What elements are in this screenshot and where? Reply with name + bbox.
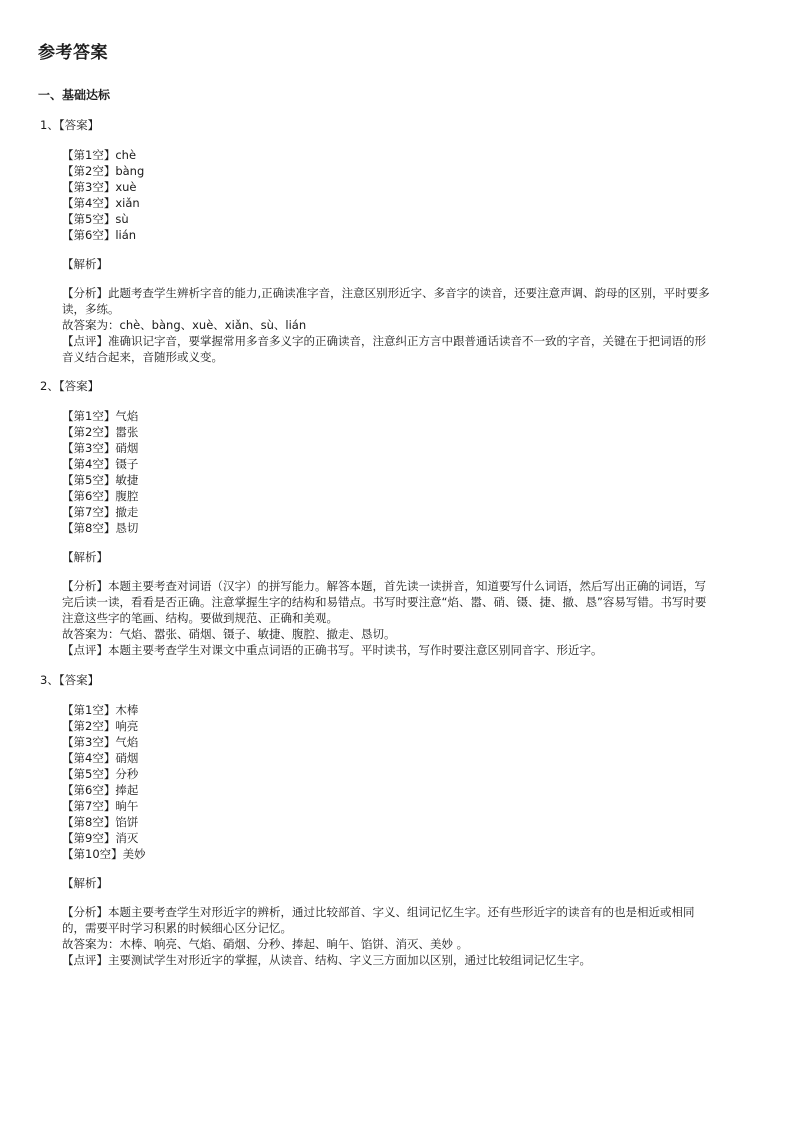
blank-value: sù <box>115 212 129 226</box>
comment-text: 【点评】本题主要考查学生对课文中重点词语的正确书写。平时读书，写作时要注意区别同音字、形近字。 <box>62 643 603 657</box>
answer-summary: 故答案为：气焰、嚣张、硝烟、镊子、敏捷、腹腔、撤走、恳切。 <box>62 627 396 641</box>
blank-item <box>62 766 720 782</box>
blank-item <box>62 782 720 798</box>
blank-item <box>62 702 720 718</box>
blank-item <box>62 456 720 472</box>
blank-label: 【第4空】 <box>62 196 116 210</box>
blank-value: xiǎn <box>115 196 140 210</box>
blank-label: 【第5空】 <box>62 767 116 781</box>
question-2 <box>40 376 720 658</box>
question-header <box>40 115 720 135</box>
analysis-text: 【分析】此题考查学生辨析字音的能力,正确读准字音，注意区别形近字、多音字的读音，还要注意声调、韵母的区别，平时要多读，多练。 <box>62 286 710 316</box>
blank-item <box>62 424 720 440</box>
blank-value: 硝烟 <box>115 751 139 765</box>
blank-label: 【第8空】 <box>62 815 116 829</box>
blank-value: 木棒 <box>115 703 139 717</box>
blank-item <box>62 814 720 830</box>
blank-value: 晌午 <box>115 799 139 813</box>
blank-item <box>62 734 720 750</box>
question-number: 2、 <box>40 379 59 393</box>
blank-item <box>62 179 720 195</box>
blank-value: 硝烟 <box>115 441 139 455</box>
blank-label: 【第7空】 <box>62 505 116 519</box>
question-1 <box>40 115 720 365</box>
blank-item <box>62 846 720 862</box>
blank-label: 【第3空】 <box>62 735 116 749</box>
question-3 <box>40 670 720 968</box>
comment-text: 【点评】准确识记字音，要掌握常用多音多义字的正确读音，注意纠正方言中跟普通话读音不一致的字音，关键在于把词语的形音义结合起来，音随形或义变。 <box>62 334 706 364</box>
blank-label: 【第4空】 <box>62 457 116 471</box>
blank-item <box>62 718 720 734</box>
blank-value: 美妙 <box>122 847 146 861</box>
blank-item <box>62 750 720 766</box>
page-title: 参考答案 <box>38 43 108 63</box>
blank-value: 响亮 <box>115 719 139 733</box>
blank-label: 【第6空】 <box>62 489 116 503</box>
explanation-label: 【解析】 <box>62 876 108 890</box>
blank-value: 镊子 <box>115 457 139 471</box>
blank-label: 【第5空】 <box>62 473 116 487</box>
blank-value: 气焰 <box>115 409 139 423</box>
explanation-body <box>62 578 710 658</box>
explanation-body <box>62 904 710 968</box>
blank-value: chè <box>115 148 137 162</box>
blank-value: 敏捷 <box>115 473 139 487</box>
blank-item <box>62 408 720 424</box>
analysis-text: 【分析】本题主要考查对词语（汉字）的拼写能力。解答本题，首先读一读拼音，知道要写什么词语，然后写出正确的词语，写完后读一读，看看是否正确。注意掌握生字的结构和易错点。书写时要注意“焰、嚣、硝、镊、捷、撤、恳”容易写错。书写时要注意这些字的笔画、结构。要做到规范、正确和美观。 <box>62 579 707 625</box>
blank-item <box>62 440 720 456</box>
blank-label: 【第3空】 <box>62 180 116 194</box>
blank-label: 【第1空】 <box>62 703 116 717</box>
blank-value: 嚣张 <box>115 425 139 439</box>
blank-label: 【第2空】 <box>62 425 116 439</box>
answer-label: 【答案】 <box>58 673 100 687</box>
blank-item <box>62 520 720 536</box>
blank-label: 【第8空】 <box>62 521 116 535</box>
explanation-body <box>62 285 710 365</box>
explanation-label: 【解析】 <box>62 257 108 271</box>
answer-summary: 故答案为：木棒、响亮、气焰、硝烟、分秒、捧起、晌午、馅饼、消灭、美妙 。 <box>62 937 469 951</box>
analysis-text: 【分析】本题主要考查学生对形近字的辨析，通过比较部首、字义、组词记忆生字。还有些形近字的读音有的也是相近或相同的，需要平时学习积累的时候细心区分记忆。 <box>62 905 695 935</box>
blank-item <box>62 830 720 846</box>
blank-label: 【第5空】 <box>62 212 116 226</box>
answer-label: 【答案】 <box>58 118 100 132</box>
question-number: 1、 <box>40 118 59 132</box>
blank-list <box>62 408 720 536</box>
blank-item <box>62 227 720 243</box>
blank-value: 撤走 <box>115 505 139 519</box>
blank-value: 气焰 <box>115 735 139 749</box>
blank-label: 【第6空】 <box>62 783 116 797</box>
blank-label: 【第9空】 <box>62 831 116 845</box>
section-heading: 一、基础达标 <box>38 88 111 102</box>
blank-value: 恳切 <box>115 521 139 535</box>
blank-item <box>62 798 720 814</box>
answer-label: 【答案】 <box>58 379 100 393</box>
question-header <box>40 376 720 396</box>
blank-value: 分秒 <box>115 767 139 781</box>
blank-value: xuè <box>115 180 137 194</box>
blank-list <box>62 147 720 243</box>
blank-value: bàng <box>115 164 145 178</box>
blank-list <box>62 702 720 862</box>
blank-item <box>62 472 720 488</box>
blank-label: 【第6空】 <box>62 228 116 242</box>
blank-value: 馅饼 <box>115 815 139 829</box>
question-number: 3、 <box>40 673 59 687</box>
blank-item <box>62 211 720 227</box>
blank-value: 腹腔 <box>115 489 139 503</box>
blank-label: 【第10空】 <box>62 847 123 861</box>
blank-item <box>62 147 720 163</box>
comment-text: 【点评】主要测试学生对形近字的掌握，从读音、结构、字义三方面加以区别，通过比较组词记忆生字。 <box>62 953 591 967</box>
blank-label: 【第3空】 <box>62 441 116 455</box>
blank-label: 【第2空】 <box>62 164 116 178</box>
blank-label: 【第7空】 <box>62 799 116 813</box>
blank-item <box>62 488 720 504</box>
blank-label: 【第1空】 <box>62 148 116 162</box>
answer-summary: 故答案为：chè、bàng、xuè、xiǎn、sù、lián <box>62 318 307 332</box>
blank-label: 【第2空】 <box>62 719 116 733</box>
blank-label: 【第4空】 <box>62 751 116 765</box>
blank-item <box>62 195 720 211</box>
blank-label: 【第1空】 <box>62 409 116 423</box>
question-header <box>40 670 720 690</box>
blank-value: lián <box>115 228 137 242</box>
blank-value: 捧起 <box>115 783 139 797</box>
blank-value: 消灭 <box>115 831 139 845</box>
blank-item <box>62 504 720 520</box>
explanation-label: 【解析】 <box>62 550 108 564</box>
blank-item <box>62 163 720 179</box>
